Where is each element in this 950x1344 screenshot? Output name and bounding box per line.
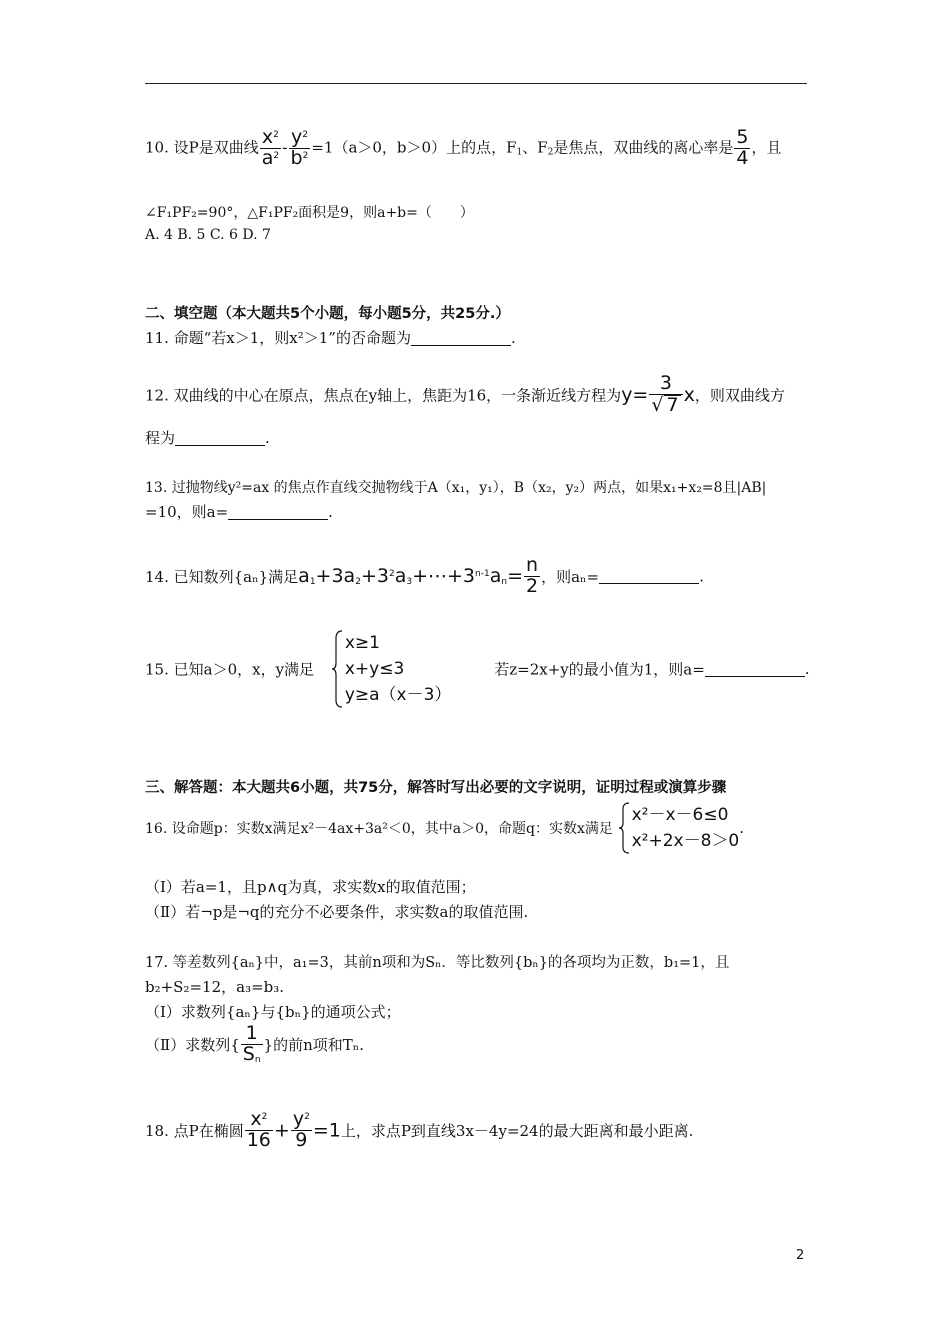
q-condition-system: x²－x－6≤0 x²+2x－8＞0 xyxy=(618,802,740,854)
header-rule xyxy=(145,83,807,84)
question-11: 11. 命题“若x＞1，则x²＞1”的否命题为 . xyxy=(145,329,516,347)
section-2-heading: 二、填空题（本大题共5个小题，每小题5分，共25分.） xyxy=(145,306,510,322)
frac-5-4: $\frac{5}{4}$ xyxy=(736,126,749,169)
q10-options: A. 4 B. 5 C. 6 D. 7 xyxy=(145,227,271,243)
frac-n-2: $\frac{n}{2}$ xyxy=(526,554,539,597)
brace-icon xyxy=(618,802,630,854)
question-13: 13. 过抛物线y²=ax 的焦点作直线交抛物线于A（x₁，y₁），B（x₂，y₂）两点，如果x₁+x₂=8且|AB| xyxy=(145,480,767,496)
q16-part1: （Ⅰ）若a=1，且p∧q为真，求实数x的取值范围； xyxy=(145,878,476,896)
frac-x2-16: $\frac{x^2}{16}$ xyxy=(246,1108,271,1151)
frac-y2-b2: $\frac{y^2}{b^2}$ xyxy=(290,126,309,169)
question-12: 12. 双曲线的中心在原点，焦点在y轴上，焦距为16，一条渐近线方程为y= $\frac{3}{√ 7}$ x，则双曲线方 xyxy=(145,372,785,416)
frac-1-Sn: $\frac{1}{S_n}$ xyxy=(242,1022,261,1065)
question-14: 14. 已知数列{aₙ}满足$a_1+3a_2+3^2a_3+\cdots+3^{n-1}a_n=$ $\frac{n}{2}$ ，则aₙ= . xyxy=(145,554,704,597)
frac-x2-a2: $\frac{x^2}{a^2}$ xyxy=(261,126,280,169)
series-expression: $a_1+3a_2+3^2a_3+\cdots+3^{n-1}a_n=$ xyxy=(298,565,523,588)
q17-line2: b₂+S₂=12，a₃=b₃. xyxy=(145,978,285,996)
page-number: 2 xyxy=(796,1248,805,1263)
question-16: 16. 设命题p：实数x满足x²－4ax+3a²＜0，其中a＞0，命题q：实数x满足 x²－x－6≤0 x²+2x－8＞0 . xyxy=(145,802,744,854)
q13-line2: =10，则a= . xyxy=(145,503,333,521)
brace-icon xyxy=(331,630,343,708)
frac-3-sqrt7: $\frac{3}{√ 7}$ xyxy=(649,374,682,416)
q10-text: 10. 设P是双曲线 xyxy=(145,138,259,157)
question-18: 18. 点P在椭圆 $\frac{x^2}{16}$ + $\frac{y^2}{9}$ =1上，求点P到直线3x－4y=24的最大距离和最小距离. xyxy=(145,1108,694,1151)
question-15: 15. 已知a＞0，x，y满足 x≥1 x+y≤3 y≥a（x－3） 若z=2x+y的最小值为1，则a= . xyxy=(145,630,810,708)
section-3-heading: 三、解答题：本大题共6小题，共75分，解答时写出必要的文字说明，证明过程或演算步骤 xyxy=(145,780,727,796)
question-17: 17. 等差数列{aₙ}中，a₁=3，其前n项和为Sₙ．等比数列{bₙ}的各项均为正数，b₁=1，且 xyxy=(145,955,730,971)
q17-part2: （Ⅱ）求数列{ $\frac{1}{S_n}$ }的前n项和Tₙ. xyxy=(145,1022,364,1065)
frac-y2-9: $\frac{y^2}{9}$ xyxy=(292,1108,310,1151)
constraint-system: x≥1 x+y≤3 y≥a（x－3） xyxy=(331,630,452,708)
q12-line2: 程为 . xyxy=(145,429,270,447)
q16-part2: （Ⅱ）若¬p是¬q的充分不必要条件，求实数a的取值范围. xyxy=(145,903,529,921)
q17-part1: （Ⅰ）求数列{aₙ}与{bₙ}的通项公式； xyxy=(145,1003,401,1021)
question-10: 10. 设P是双曲线 $\frac{x^2}{a^2}$ - $\frac{y^2}{b^2}$ =1（a＞0，b＞0）上的点，$F_1$、$F_2$是焦点，双曲线的离心率是 $\frac{5}{4}$ ，且 xyxy=(145,126,782,169)
q10-line2: ∠F₁PF₂=90°，△F₁PF₂面积是9，则a+b=（ ） xyxy=(145,205,474,221)
